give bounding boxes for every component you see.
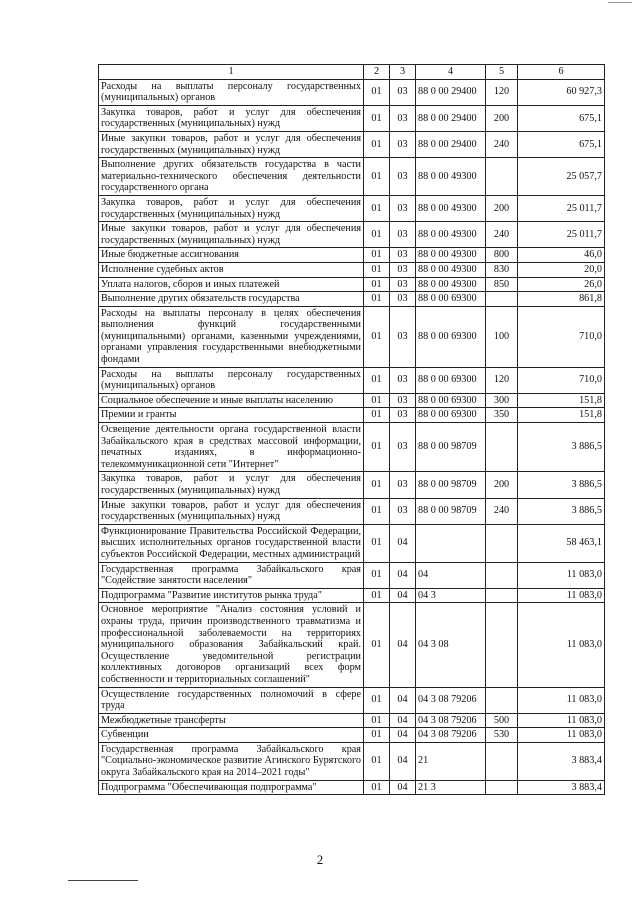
subsection-cell: 04: [390, 687, 416, 713]
amount-cell: 710,0: [518, 306, 605, 367]
table-row: [99, 393, 605, 408]
amount-cell: 675,1: [518, 131, 605, 157]
table-row: [99, 79, 605, 105]
section-cell: 01: [364, 79, 390, 105]
target-article-cell: 88 0 00 49300: [416, 277, 486, 292]
section-cell: 01: [364, 105, 390, 131]
expense-type-cell: 530: [486, 728, 518, 743]
row-name-cell: Выполнение других обязательств государства в части материально-технического обеспечения деятельности государственного органа: [99, 158, 364, 196]
subsection-cell: 03: [390, 222, 416, 248]
target-article-cell: 88 0 00 29400: [416, 79, 486, 105]
amount-cell: 11 083,0: [518, 588, 605, 603]
table-row: [99, 105, 605, 131]
table-header-row: [99, 65, 605, 80]
row-name-cell: Социальное обеспечение и иные выплаты населению: [99, 393, 364, 408]
target-article-cell: 04 3 08 79206: [416, 713, 486, 728]
subsection-cell: 03: [390, 277, 416, 292]
amount-cell: 20,0: [518, 262, 605, 277]
row-name-cell: Подпрограмма "Обеспечивающая подпрограмма": [99, 780, 364, 795]
section-cell: 01: [364, 603, 390, 687]
subsection-cell: 04: [390, 728, 416, 743]
expense-type-cell: [486, 780, 518, 795]
subsection-cell: 04: [390, 524, 416, 562]
expense-type-cell: 240: [486, 222, 518, 248]
subsection-cell: 03: [390, 367, 416, 393]
amount-cell: 11 083,0: [518, 603, 605, 687]
table-row: [99, 292, 605, 307]
expense-type-cell: 500: [486, 713, 518, 728]
section-cell: 01: [364, 713, 390, 728]
section-cell: 01: [364, 472, 390, 498]
expense-type-cell: [486, 687, 518, 713]
expense-type-cell: 120: [486, 79, 518, 105]
amount-cell: 25 011,7: [518, 222, 605, 248]
expense-type-cell: 800: [486, 248, 518, 263]
subsection-cell: 03: [390, 248, 416, 263]
target-article-cell: 88 0 00 49300: [416, 158, 486, 196]
target-article-cell: 88 0 00 98709: [416, 472, 486, 498]
table-row: [99, 222, 605, 248]
table-row: [99, 498, 605, 524]
expense-type-cell: 100: [486, 306, 518, 367]
amount-cell: 710,0: [518, 367, 605, 393]
section-cell: 01: [364, 131, 390, 157]
row-name-cell: Иные бюджетные ассигнования: [99, 248, 364, 263]
row-name-cell: Иные закупки товаров, работ и услуг для обеспечения государственных (муниципальных) нужд: [99, 222, 364, 248]
section-cell: 01: [364, 306, 390, 367]
column-header: 4: [416, 65, 486, 80]
amount-cell: 58 463,1: [518, 524, 605, 562]
table-row: [99, 713, 605, 728]
row-name-cell: Государственная программа Забайкальского края "Социально-экономическое развитие Агинского Бурятского округа Забайкальского края на 2014–2021 годы": [99, 742, 364, 780]
row-name-cell: Функционирование Правительства Российской Федерации, высших исполнительных органов государственной власти субъектов Российской Федерации, местных администраций: [99, 524, 364, 562]
row-name-cell: Межбюджетные трансферты: [99, 713, 364, 728]
amount-cell: 861,8: [518, 292, 605, 307]
amount-cell: 3 886,5: [518, 423, 605, 472]
table-row: [99, 367, 605, 393]
subsection-cell: 03: [390, 105, 416, 131]
row-name-cell: Расходы на выплаты персоналу в целях обеспечения выполнения функций государственными (муниципальными) органами, казенными учреждениями, органами управления государственными внебюджетными фондами: [99, 306, 364, 367]
table-row: [99, 262, 605, 277]
target-article-cell: 88 0 00 98709: [416, 498, 486, 524]
expense-type-cell: 850: [486, 277, 518, 292]
table-row: [99, 423, 605, 472]
section-cell: 01: [364, 588, 390, 603]
scan-mark: [608, 2, 632, 3]
row-name-cell: Выполнение других обязательств государства: [99, 292, 364, 307]
expense-type-cell: 200: [486, 105, 518, 131]
row-name-cell: Осуществление государственных полномочий в сфере труда: [99, 687, 364, 713]
subsection-cell: 03: [390, 393, 416, 408]
row-name-cell: Государственная программа Забайкальского края "Содействие занятости населения": [99, 562, 364, 588]
expense-type-cell: 240: [486, 131, 518, 157]
expense-type-cell: [486, 742, 518, 780]
row-name-cell: Расходы на выплаты персоналу государственных (муниципальных) органов: [99, 79, 364, 105]
target-article-cell: 21: [416, 742, 486, 780]
amount-cell: 3 883,4: [518, 742, 605, 780]
target-article-cell: [416, 524, 486, 562]
row-name-cell: Освещение деятельности органа государственной власти Забайкальского края в средствах массовой информации, печатных изданиях, в информационно-телекоммуникационной сети "Интернет": [99, 423, 364, 472]
table-row: [99, 603, 605, 687]
target-article-cell: 88 0 00 98709: [416, 423, 486, 472]
expense-type-cell: 240: [486, 498, 518, 524]
amount-cell: 26,0: [518, 277, 605, 292]
target-article-cell: 88 0 00 49300: [416, 195, 486, 221]
section-cell: 01: [364, 742, 390, 780]
subsection-cell: 04: [390, 742, 416, 780]
target-article-cell: 21 3: [416, 780, 486, 795]
table-row: [99, 408, 605, 423]
expense-type-cell: [486, 524, 518, 562]
table-row: [99, 195, 605, 221]
section-cell: 01: [364, 367, 390, 393]
row-name-cell: Подпрограмма "Развитие институтов рынка труда": [99, 588, 364, 603]
row-name-cell: Уплата налогов, сборов и иных платежей: [99, 277, 364, 292]
column-header: 5: [486, 65, 518, 80]
row-name-cell: Закупка товаров, работ и услуг для обеспечения государственных (муниципальных) нужд: [99, 105, 364, 131]
column-header: 1: [99, 65, 364, 80]
section-cell: 01: [364, 524, 390, 562]
table-row: [99, 248, 605, 263]
row-name-cell: Иные закупки товаров, работ и услуг для обеспечения государственных (муниципальных) нужд: [99, 498, 364, 524]
subsection-cell: 04: [390, 588, 416, 603]
amount-cell: 3 886,5: [518, 472, 605, 498]
expense-type-cell: [486, 562, 518, 588]
table-row: [99, 131, 605, 157]
amount-cell: 25 057,7: [518, 158, 605, 196]
column-header: 3: [390, 65, 416, 80]
target-article-cell: 88 0 00 29400: [416, 131, 486, 157]
subsection-cell: 04: [390, 713, 416, 728]
section-cell: 01: [364, 195, 390, 221]
target-article-cell: 88 0 00 69300: [416, 393, 486, 408]
amount-cell: 151,8: [518, 393, 605, 408]
subsection-cell: 03: [390, 158, 416, 196]
subsection-cell: 04: [390, 603, 416, 687]
expense-type-cell: 200: [486, 195, 518, 221]
table-row: [99, 158, 605, 196]
row-name-cell: Премии и гранты: [99, 408, 364, 423]
expense-type-cell: 830: [486, 262, 518, 277]
section-cell: 01: [364, 222, 390, 248]
section-cell: 01: [364, 262, 390, 277]
footer-rule: [68, 880, 138, 881]
table-row: [99, 588, 605, 603]
subsection-cell: 03: [390, 131, 416, 157]
target-article-cell: 88 0 00 49300: [416, 248, 486, 263]
column-header: 6: [518, 65, 605, 80]
section-cell: 01: [364, 292, 390, 307]
subsection-cell: 03: [390, 79, 416, 105]
amount-cell: 11 083,0: [518, 713, 605, 728]
expense-type-cell: [486, 603, 518, 687]
subsection-cell: 04: [390, 780, 416, 795]
expense-type-cell: [486, 588, 518, 603]
amount-cell: 60 927,3: [518, 79, 605, 105]
row-name-cell: Закупка товаров, работ и услуг для обеспечения государственных (муниципальных) нужд: [99, 472, 364, 498]
table-row: [99, 687, 605, 713]
amount-cell: 46,0: [518, 248, 605, 263]
subsection-cell: 04: [390, 562, 416, 588]
section-cell: 01: [364, 158, 390, 196]
row-name-cell: Расходы на выплаты персоналу государственных (муниципальных) органов: [99, 367, 364, 393]
page-number: 2: [316, 852, 324, 867]
target-article-cell: 88 0 00 69300: [416, 408, 486, 423]
table-row: [99, 306, 605, 367]
row-name-cell: Исполнение судебных актов: [99, 262, 364, 277]
column-header: 2: [364, 65, 390, 80]
section-cell: 01: [364, 780, 390, 795]
subsection-cell: 03: [390, 472, 416, 498]
amount-cell: 3 886,5: [518, 498, 605, 524]
row-name-cell: Основное мероприятие "Анализ состояния условий и охраны труда, причин производственного травматизма и профессиональной заболеваемости на территориях муниципального образования Забайкальский край. Осуществление уведомительной регистрации коллективных договоров организаций всех форм собственности и территориальных соглашений": [99, 603, 364, 687]
expense-type-cell: [486, 158, 518, 196]
amount-cell: 675,1: [518, 105, 605, 131]
section-cell: 01: [364, 498, 390, 524]
amount-cell: 11 083,0: [518, 687, 605, 713]
section-cell: 01: [364, 562, 390, 588]
row-name-cell: Иные закупки товаров, работ и услуг для обеспечения государственных (муниципальных) нужд: [99, 131, 364, 157]
section-cell: 01: [364, 393, 390, 408]
row-name-cell: Закупка товаров, работ и услуг для обеспечения государственных (муниципальных) нужд: [99, 195, 364, 221]
table-row: [99, 562, 605, 588]
target-article-cell: 04 3 08: [416, 603, 486, 687]
table-row: [99, 524, 605, 562]
subsection-cell: 03: [390, 262, 416, 277]
subsection-cell: 03: [390, 195, 416, 221]
section-cell: 01: [364, 277, 390, 292]
expense-type-cell: [486, 423, 518, 472]
section-cell: 01: [364, 248, 390, 263]
table-row: [99, 277, 605, 292]
amount-cell: 11 083,0: [518, 562, 605, 588]
subsection-cell: 03: [390, 306, 416, 367]
budget-table: [98, 64, 605, 795]
target-article-cell: 88 0 00 69300: [416, 306, 486, 367]
expense-type-cell: 300: [486, 393, 518, 408]
target-article-cell: 88 0 00 69300: [416, 292, 486, 307]
table-body: [99, 79, 605, 795]
row-name-cell: Субвенции: [99, 728, 364, 743]
subsection-cell: 03: [390, 423, 416, 472]
expense-type-cell: 120: [486, 367, 518, 393]
section-cell: 01: [364, 408, 390, 423]
amount-cell: 3 883,4: [518, 780, 605, 795]
target-article-cell: 88 0 00 49300: [416, 222, 486, 248]
expense-type-cell: 200: [486, 472, 518, 498]
table-row: [99, 728, 605, 743]
subsection-cell: 03: [390, 408, 416, 423]
subsection-cell: 03: [390, 498, 416, 524]
amount-cell: 11 083,0: [518, 728, 605, 743]
target-article-cell: 88 0 00 69300: [416, 367, 486, 393]
subsection-cell: 03: [390, 292, 416, 307]
target-article-cell: 04 3: [416, 588, 486, 603]
expense-type-cell: 350: [486, 408, 518, 423]
target-article-cell: 88 0 00 29400: [416, 105, 486, 131]
section-cell: 01: [364, 423, 390, 472]
target-article-cell: 88 0 00 49300: [416, 262, 486, 277]
amount-cell: 151,8: [518, 408, 605, 423]
table-row: [99, 472, 605, 498]
target-article-cell: 04 3 08 79206: [416, 687, 486, 713]
section-cell: 01: [364, 728, 390, 743]
target-article-cell: 04 3 08 79206: [416, 728, 486, 743]
section-cell: 01: [364, 687, 390, 713]
expense-type-cell: [486, 292, 518, 307]
table-row: [99, 780, 605, 795]
table-row: [99, 742, 605, 780]
target-article-cell: 04: [416, 562, 486, 588]
amount-cell: 25 011,7: [518, 195, 605, 221]
